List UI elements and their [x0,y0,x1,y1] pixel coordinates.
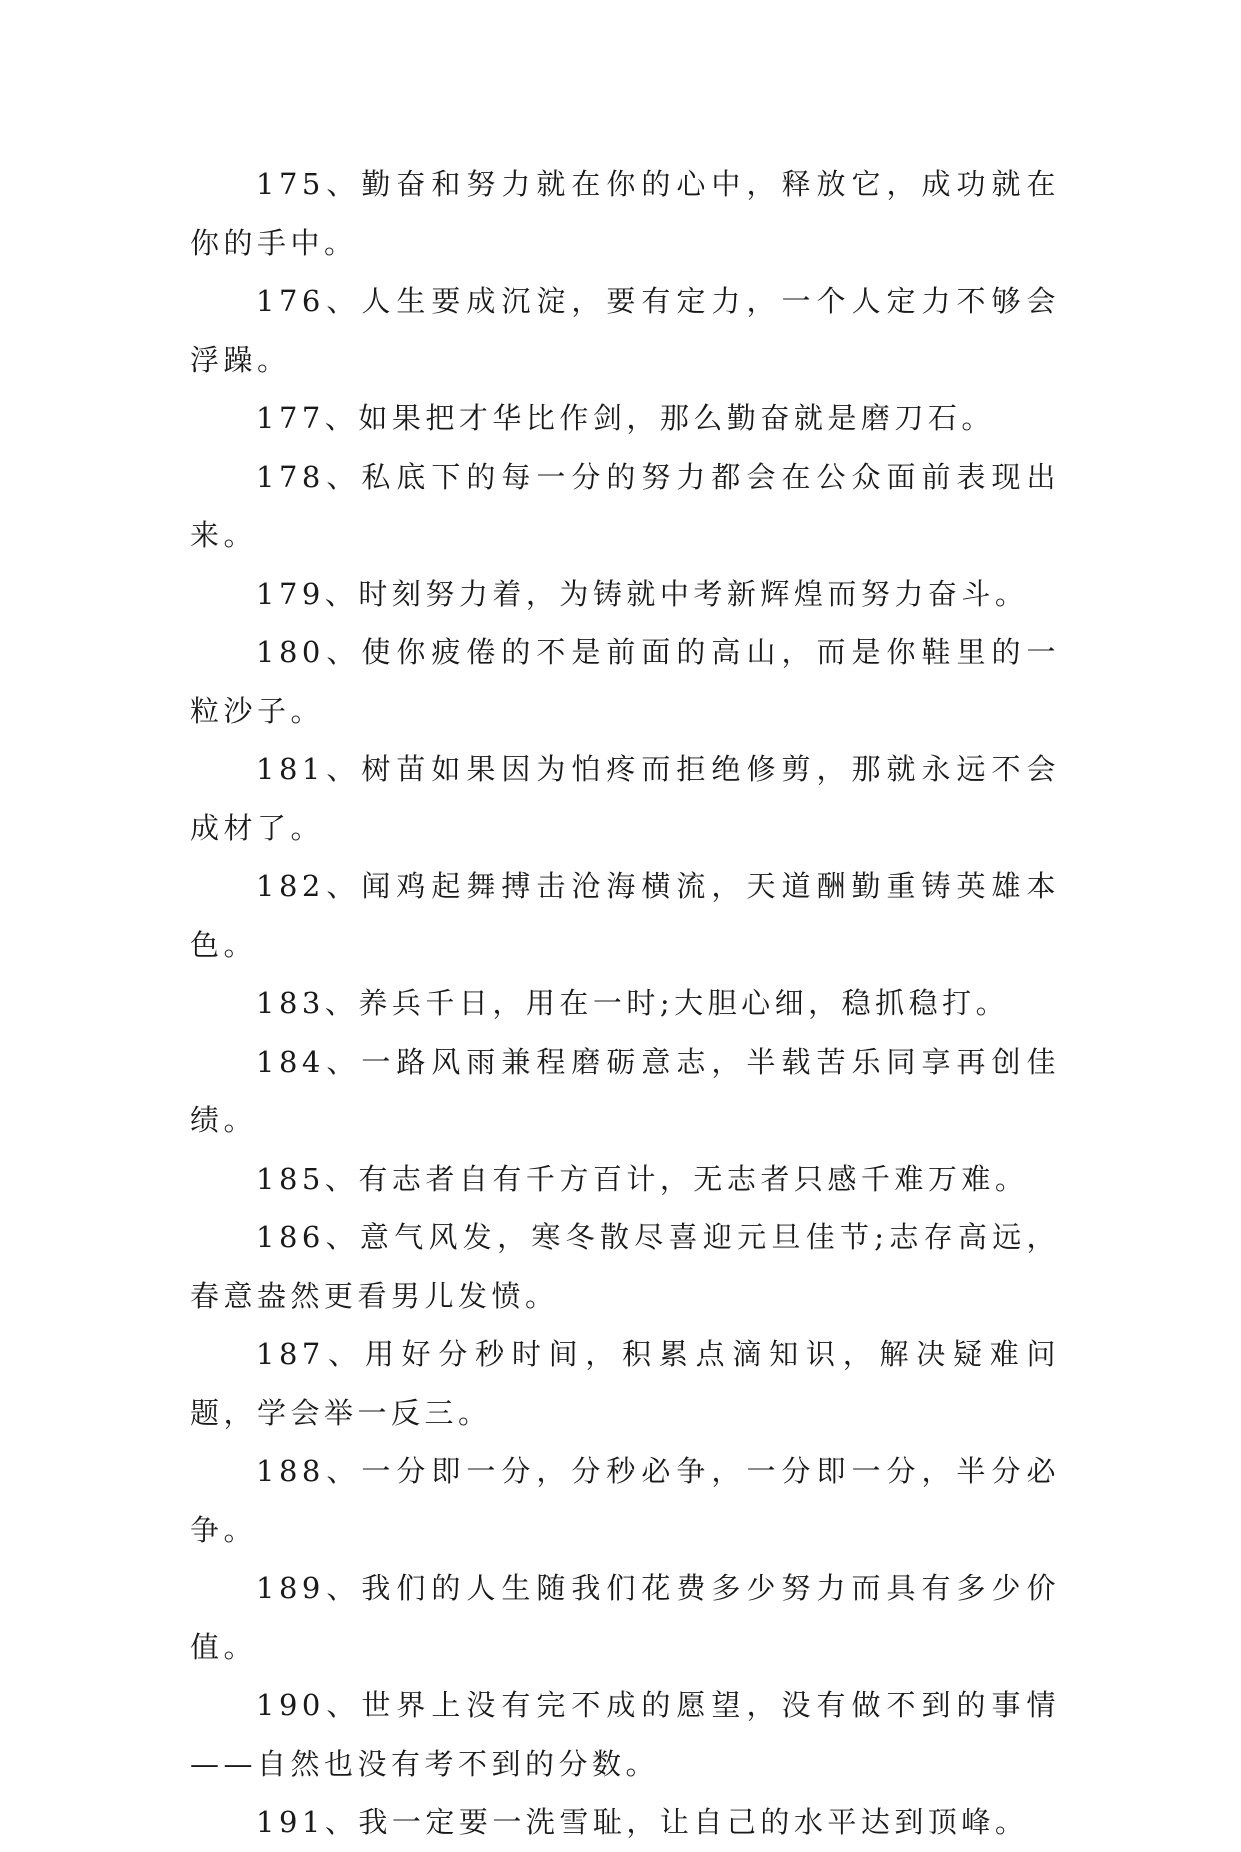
entry-182: 182、闻鸡起舞搏击沧海横流，天道酬勤重铸英雄本色。 [190,869,1060,962]
entry-189: 189、我们的人生随我们花费多少努力而具有多少价值。 [190,1571,1060,1664]
entry-190: 190、世界上没有完不成的愿望，没有做不到的事情——自然也没有考不到的分数。 [190,1688,1060,1781]
entry-177: 177、如果把才华比作剑，那么勤奋就是磨刀石。 [256,401,995,435]
entry-175: 175、勤奋和努力就在你的心中，释放它，成功就在你的手中。 [190,167,1060,260]
entry-179: 179、时刻努力着，为铸就中考新辉煌而努力奋斗。 [256,576,1029,611]
entry-184: 184、一路风雨兼程磨砺意志，半载苦乐同享再创佳绩。 [190,1044,1060,1137]
entry-191: 191、我一定要一洗雪耻，让自己的水平达到顶峰。 [256,1805,1029,1839]
entry-178: 178、私底下的每一分的努力都会在公众面前表现出来。 [190,459,1060,552]
entry-188: 188、一分即一分，分秒必争，一分即一分，半分必争。 [190,1454,1060,1547]
entry-183: 183、养兵千日，用在一时;大胆心细，稳抓稳打。 [256,986,1010,1020]
entry-176: 176、人生要成沉淀，要有定力，一个人定力不够会浮躁。 [190,284,1060,377]
entry-185: 185、有志者自有千方百计，无志者只感千难万难。 [256,1161,1029,1196]
document-page [190,155,1060,1852]
entry-180: 180、使你疲倦的不是前面的高山，而是你鞋里的一粒沙子。 [190,635,1060,728]
entry-187: 187、用好分秒时间，积累点滴知识，解决疑难问题，学会举一反三。 [190,1337,1060,1430]
entry-181: 181、树苗如果因为怕疼而拒绝修剪，那就永远不会成材了。 [190,752,1060,845]
entry-186: 186、意气风发，寒冬散尽喜迎元旦佳节;志存高远，春意盎然更看男儿发愤。 [190,1220,1060,1313]
